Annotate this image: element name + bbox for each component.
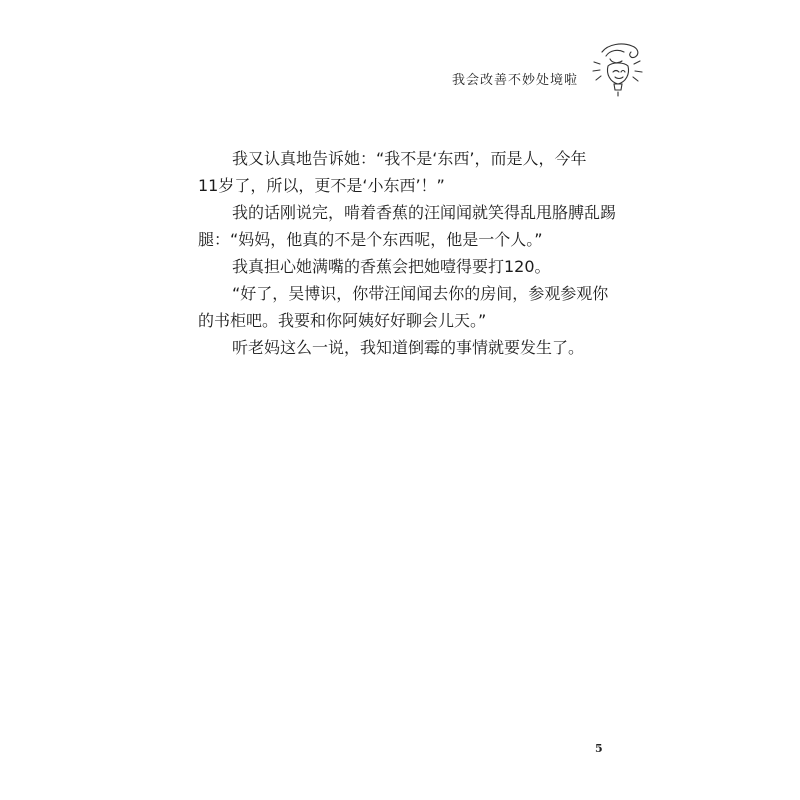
body-text: [198, 145, 617, 361]
paragraph-line: 腿：“妈妈，他真的不是个东西呢，他是一个人。”: [198, 230, 543, 249]
running-head-title: 我会改善不妙处境啦: [452, 73, 579, 88]
paragraph-line: 听老妈这么一说，我知道倒霉的事情就要发生了。: [232, 338, 585, 357]
paragraph-line: 的书柜吧。我要和你阿姨好好聊会儿天。”: [198, 311, 487, 330]
paragraph-line: 11岁了，所以，更不是‘小东西’！”: [198, 176, 445, 195]
lamp-ornament-icon: [588, 36, 644, 100]
paragraph-line: “好了，吴博识，你带汪闻闻去你的房间，参观参观你: [232, 284, 609, 303]
paragraph-line: 我真担心她满嘴的香蕉会把她噎得要打120。: [232, 257, 551, 276]
page-number: 5: [595, 742, 603, 755]
paragraph-line: 我又认真地告诉她：“我不是‘东西’，而是人，今年: [232, 149, 587, 168]
paragraph-line: 我的话刚说完，啃着香蕉的汪闻闻就笑得乱甩胳膊乱踢: [232, 203, 617, 222]
